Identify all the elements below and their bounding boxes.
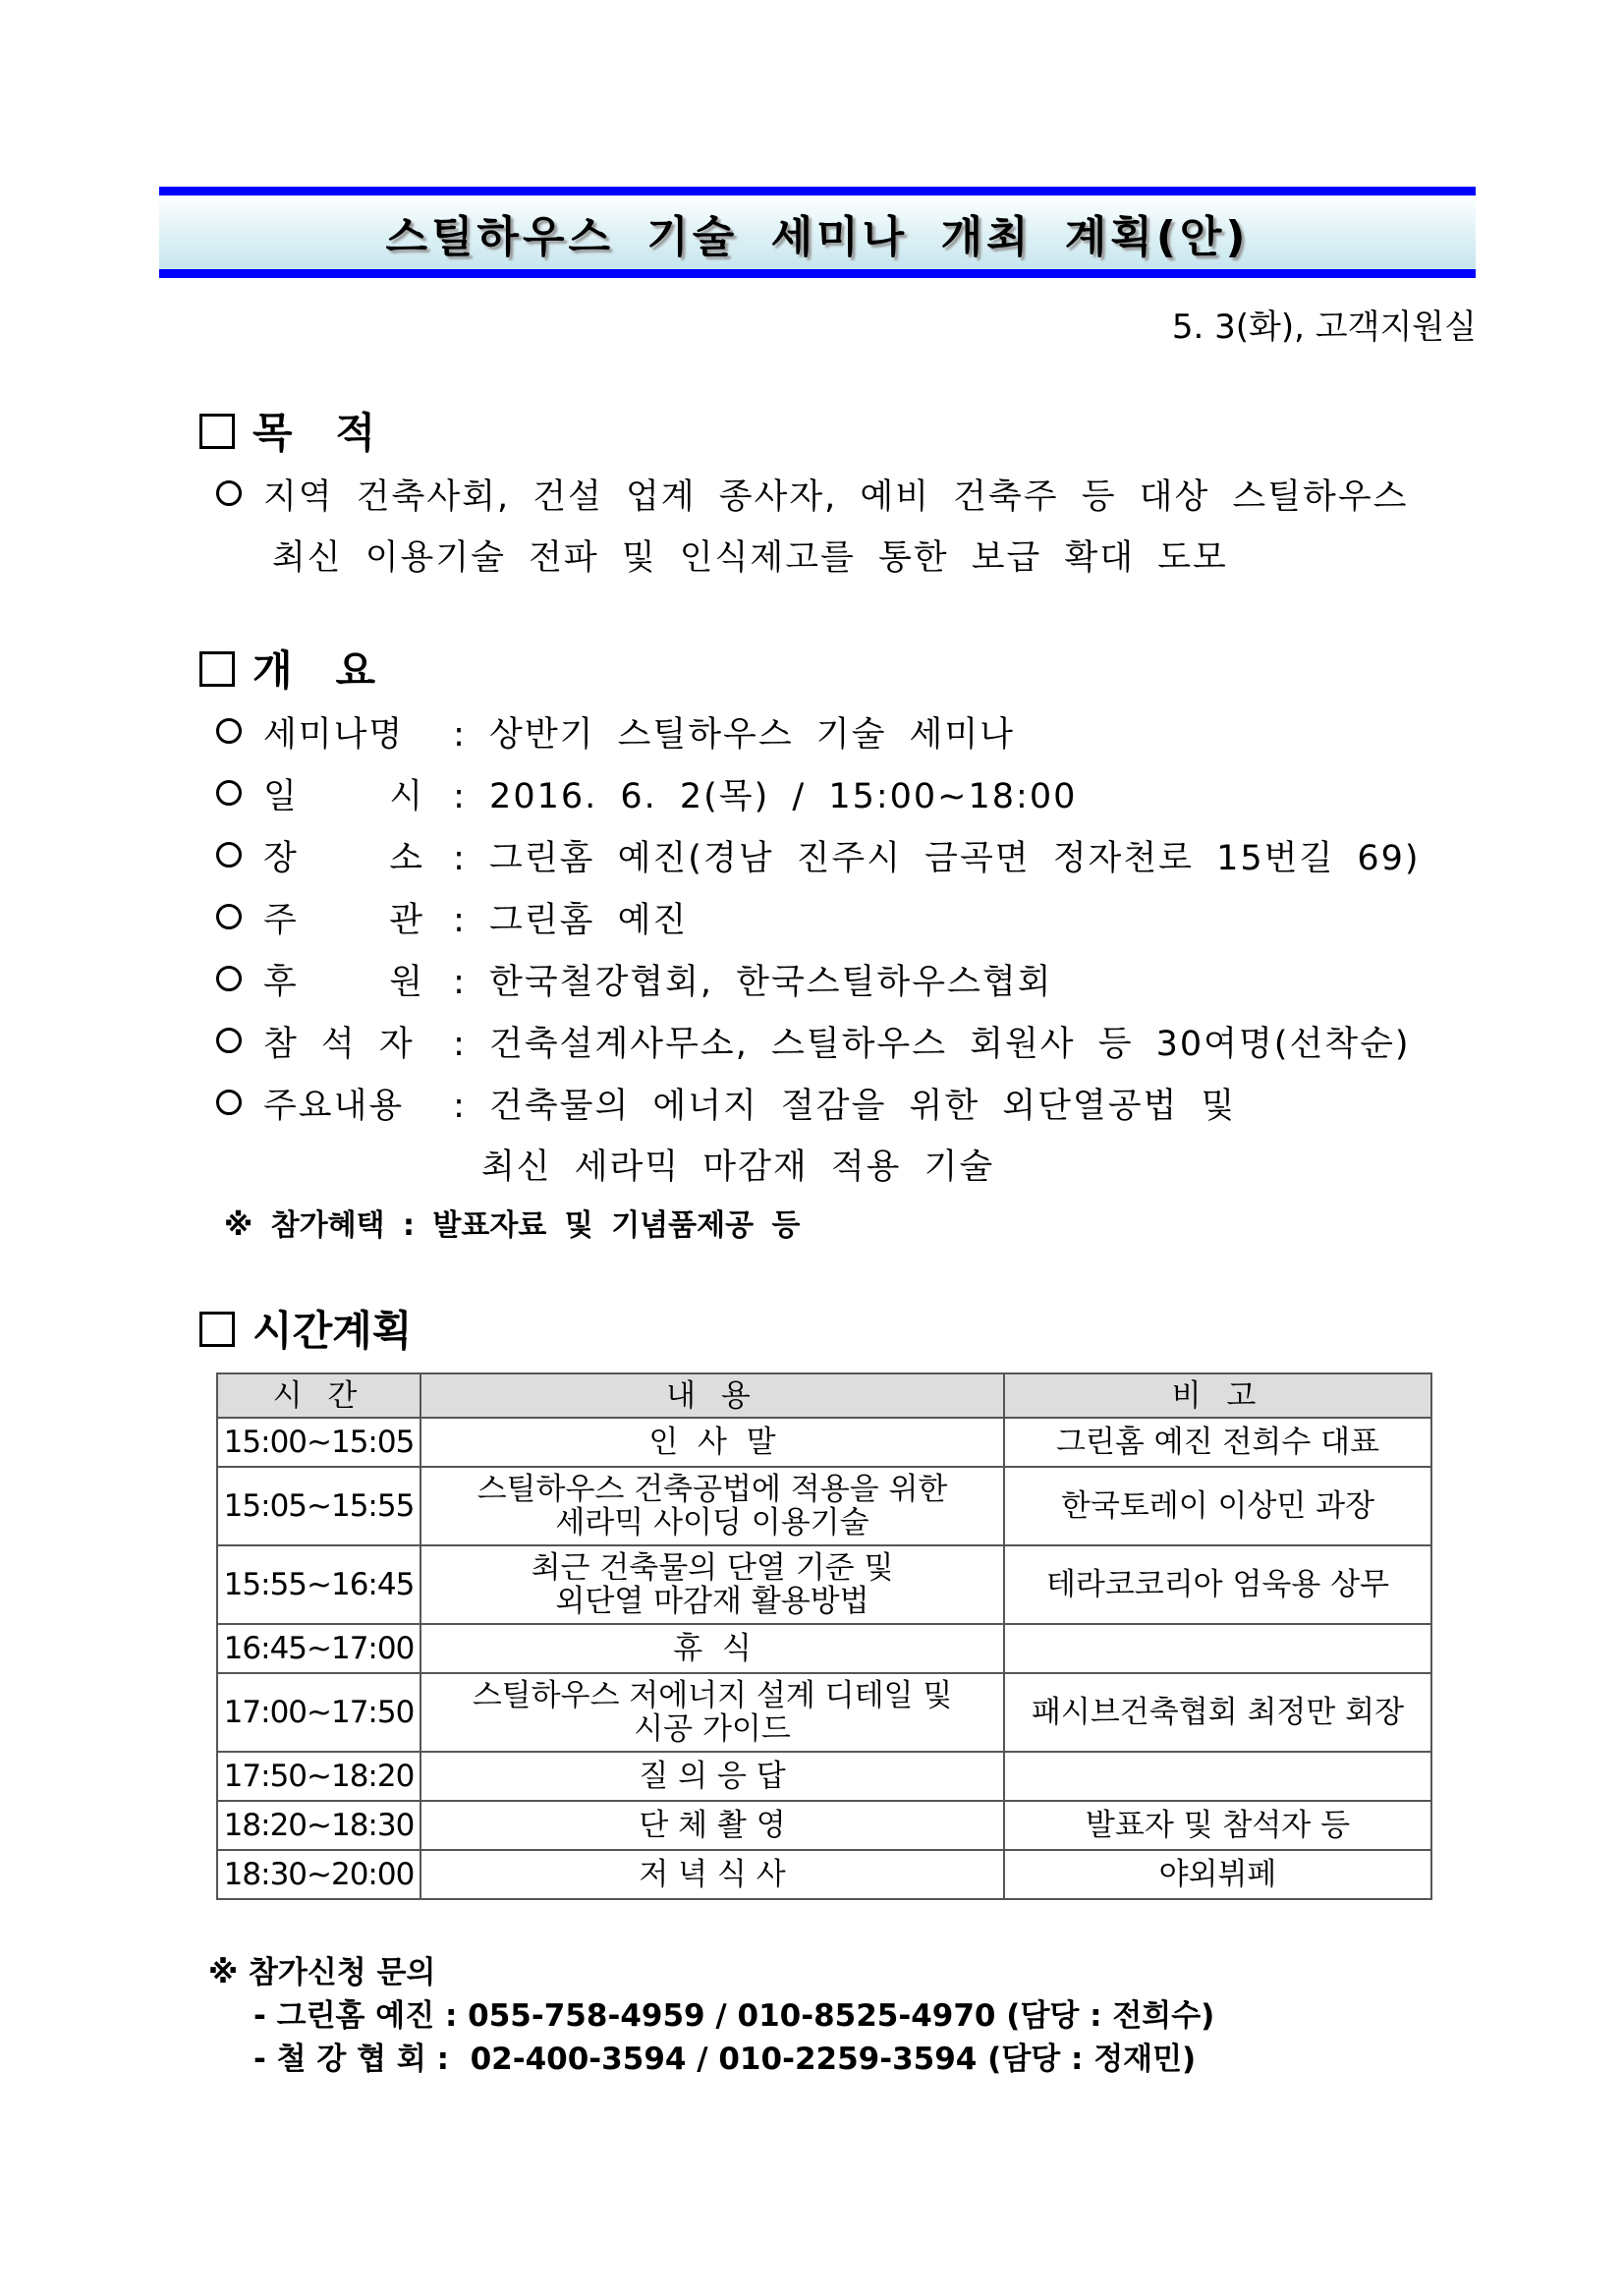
- table-row: [217, 1467, 1431, 1545]
- circle-bullet-icon: [216, 718, 242, 744]
- contact-heading: ※ 참가신청 문의: [208, 1955, 436, 1990]
- table-row: [217, 1752, 1431, 1801]
- overview-item: 주요내용 : 건축물의 에너지 절감을 위한 외단열공법 및: [216, 1079, 1236, 1128]
- schedule-table: [216, 1372, 1432, 1900]
- content-cell: 스틸하우스 건축공법에 적용을 위한 세라믹 사이딩 이용기술: [420, 1467, 1004, 1545]
- time-cell: 17:00~17:50: [217, 1673, 420, 1752]
- circle-bullet-icon: [216, 966, 242, 991]
- time-cell: 15:05~15:55: [217, 1467, 420, 1545]
- content-cell: 질 의 응 답: [420, 1752, 1004, 1801]
- date-line: 5. 3(화), 고객지원실: [1171, 308, 1477, 347]
- circle-bullet-icon: [216, 842, 242, 868]
- header-time: 시 간: [217, 1373, 420, 1418]
- remark-cell: [1004, 1752, 1431, 1801]
- time-cell: 18:20~18:30: [217, 1801, 420, 1850]
- time-cell: 17:50~18:20: [217, 1752, 420, 1801]
- overview-item: 후 원 : 한국철강협회, 한국스틸하우스협회: [216, 955, 1052, 1004]
- circle-bullet-icon: [216, 1028, 242, 1053]
- benefit-note: ※ 참가혜택 : 발표자료 및 기념품제공 등: [224, 1208, 801, 1243]
- section-overview-heading: 개 요: [199, 639, 375, 698]
- time-cell: 15:55~16:45: [217, 1545, 420, 1624]
- header-remark: 비 고: [1004, 1373, 1431, 1418]
- purpose-line: 최신 이용기술 전파 및 인식제고를 통한 보급 확대 도모: [272, 538, 1228, 578]
- section-purpose-heading: 목 적: [199, 401, 375, 460]
- remark-cell: 야외뷔페: [1004, 1850, 1431, 1899]
- content-cell: 스틸하우스 저에너지 설계 디테일 및 시공 가이드: [420, 1673, 1004, 1752]
- overview-item: 주 관 : 그린홈 예진: [216, 893, 688, 942]
- contact-line: - 그린홈 예진 : 055-758-4959 / 010-8525-4970 (담당 : 전희수): [253, 1998, 1215, 2034]
- circle-bullet-icon: [216, 904, 242, 929]
- table-row: [217, 1545, 1431, 1624]
- table-row: [217, 1624, 1431, 1673]
- remark-cell: 발표자 및 참석자 등: [1004, 1801, 1431, 1850]
- circle-bullet-icon: [216, 1090, 242, 1115]
- section-schedule-heading: 시간계획: [199, 1299, 412, 1358]
- overview-item: 참 석 자 : 건축설계사무소, 스틸하우스 회원사 등 30여명(선착순): [216, 1017, 1411, 1066]
- checkbox-square-icon: [199, 414, 235, 449]
- remark-cell: 그린홈 예진 전희수 대표: [1004, 1418, 1431, 1467]
- overview-item: 세미나명 : 상반기 스틸하우스 기술 세미나: [216, 707, 1015, 756]
- time-cell: 18:30~20:00: [217, 1850, 420, 1899]
- checkbox-square-icon: [199, 1312, 235, 1347]
- content-cell: 단 체 촬 영: [420, 1801, 1004, 1850]
- contact-line: - 철 강 협 회 : 02-400-3594 / 010-2259-3594 (담당 : 정재민): [253, 2042, 1197, 2077]
- time-cell: 15:00~15:05: [217, 1418, 420, 1467]
- content-cell: 인 사 말: [420, 1418, 1004, 1467]
- time-cell: 16:45~17:00: [217, 1624, 420, 1673]
- circle-bullet-icon: [216, 480, 242, 506]
- remark-cell: 한국토레이 이상민 과장: [1004, 1467, 1431, 1545]
- remark-cell: [1004, 1624, 1431, 1673]
- purpose-line: 지역 건축사회, 건설 업계 종사자, 예비 건축주 등 대상 스틸하우스: [216, 470, 1408, 519]
- title-banner: [159, 187, 1476, 278]
- circle-bullet-icon: [216, 780, 242, 806]
- remark-cell: 패시브건축협회 최정만 회장: [1004, 1673, 1431, 1752]
- overview-item-continued: 최신 세라믹 마감재 적용 기술: [481, 1148, 995, 1187]
- content-cell: 휴 식: [420, 1624, 1004, 1673]
- header-content: 내 용: [420, 1373, 1004, 1418]
- table-row: [217, 1673, 1431, 1752]
- overview-item: 일 시 : 2016. 6. 2(목) / 15:00~18:00: [216, 769, 1077, 818]
- remark-cell: 테라코코리아 엄욱용 상무: [1004, 1545, 1431, 1624]
- content-cell: 저 녁 식 사: [420, 1850, 1004, 1899]
- content-cell: 최근 건축물의 단열 기준 및 외단열 마감재 활용방법: [420, 1545, 1004, 1624]
- page-title: 스틸하우스 기술 세미나 개최 계획(안): [385, 211, 1250, 262]
- table-row: [217, 1801, 1431, 1850]
- overview-item: 장 소 : 그린홈 예진(경남 진주시 금곡면 정자천로 15번길 69): [216, 831, 1421, 880]
- table-row: [217, 1850, 1431, 1899]
- table-row: [217, 1418, 1431, 1467]
- checkbox-square-icon: [199, 651, 235, 687]
